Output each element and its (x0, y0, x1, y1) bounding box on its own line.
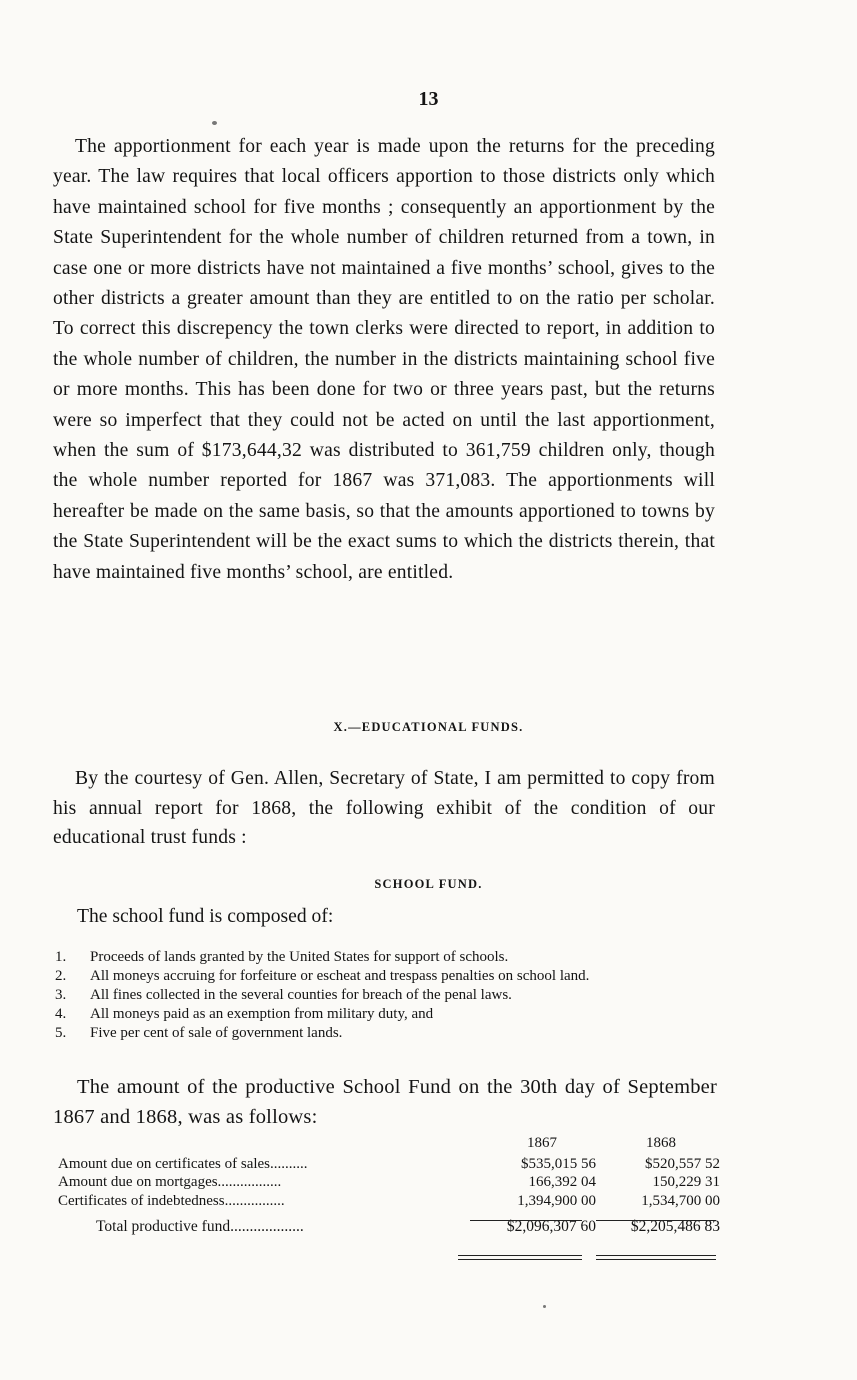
table-header-row (58, 1134, 720, 1155)
sum-rule-1868 (596, 1220, 716, 1221)
sum-rule-1867 (470, 1220, 582, 1221)
table-row (58, 1192, 720, 1211)
row-label: Amount due on certificates of sales.......... (58, 1155, 308, 1172)
paragraph-courtesy: By the courtesy of Gen. Allen, Secretary of State, I am permitted to copy from his annual report for 1868, the following exhibit of the condition of our educational trust funds : (53, 768, 715, 848)
list-number: 3. (55, 987, 67, 1003)
paragraph-apportionment: The apportionment for each year is made upon the returns for the preceding year. The law requires that local officers apportion to those districts only which have maintained school for five months ; consequently an apportionment by the State Superintendent for the whole number of children returned from a town, in case one or more districts have not maintained a five months’ school, gives to the other districts a greater amount than they are entitled to on the ratio per scholar. To correct this discrepency the town clerks were directed to report, in addition to the whole number of children, the number in the districts maintaining school five or more months. This has been done for two or three years past, but the returns were so imperfect that they could not be acted on until the last apportionment, when the sum of $173,644,32 was distributed to 361,759 children only, though the whole number reported for 1867 was 371,083. The apportionments will hereafter be made on the same basis, so that the amounts apportioned to towns by the State Superintendent will be the exact sums to which the districts therein, that have maintained five months’ school, are entitled. (53, 136, 715, 583)
ink-speck (543, 1305, 546, 1308)
total-label: Total productive fund................... (96, 1218, 304, 1235)
page-number: 13 (418, 88, 439, 110)
value-1867: 1,394,900 00 (517, 1192, 596, 1209)
value-1868: 1,534,700 00 (641, 1192, 720, 1209)
total-row (58, 1210, 720, 1237)
list-text: Five per cent of sale of government lands. (90, 1025, 343, 1041)
list-text: Proceeds of lands granted by the United States for support of schools. (90, 949, 509, 965)
list-item (55, 986, 720, 1005)
total-double-rule-1867 (458, 1255, 582, 1256)
list-item (55, 1024, 720, 1043)
ink-speck (212, 121, 217, 125)
list-text: All moneys accruing for forfeiture or escheat and trespass penalties on school land. (90, 968, 590, 984)
list-number: 5. (55, 1025, 67, 1041)
list-number: 4. (55, 1006, 67, 1022)
row-label: Certificates of indebtedness................ (58, 1192, 285, 1209)
total-double-rule-1868 (596, 1255, 716, 1256)
value-1867: 166,392 04 (528, 1174, 596, 1190)
total-1867: $2,096,307 60 (506, 1218, 596, 1235)
year-1867-header: 1867 (527, 1135, 557, 1151)
section-heading: X.—EDUCATIONAL FUNDS. (333, 720, 524, 734)
table-row (58, 1173, 720, 1192)
list-number: 2. (55, 968, 67, 984)
fund-intro: The school fund is composed of: (77, 906, 334, 927)
year-1868-header: 1868 (646, 1135, 676, 1151)
list-item (55, 948, 720, 967)
subheading-school-fund: SCHOOL FUND. (374, 877, 483, 891)
list-item (55, 1005, 720, 1024)
list-text: All moneys paid as an exemption from military duty, and (90, 1006, 434, 1022)
table-row (58, 1155, 720, 1174)
row-label: Amount due on mortgages................. (58, 1174, 282, 1190)
paragraph-productive-fund: The amount of the productive School Fund on the 30th day of September 1867 and 1868, was as follows: (53, 1076, 717, 1128)
value-1867: $535,015 56 (521, 1155, 596, 1172)
list-number: 1. (55, 949, 67, 965)
composition-list (55, 948, 720, 1043)
list-item (55, 967, 720, 986)
total-1868: $2,205,486 83 (630, 1218, 720, 1235)
value-1868: 150,229 31 (652, 1174, 720, 1190)
total-double-rule-1867 (458, 1259, 582, 1260)
value-1868: $520,557 52 (645, 1155, 720, 1172)
fund-table (58, 1134, 720, 1237)
total-double-rule-1868 (596, 1259, 716, 1260)
list-text: All fines collected in the several counties for breach of the penal laws. (90, 987, 512, 1003)
